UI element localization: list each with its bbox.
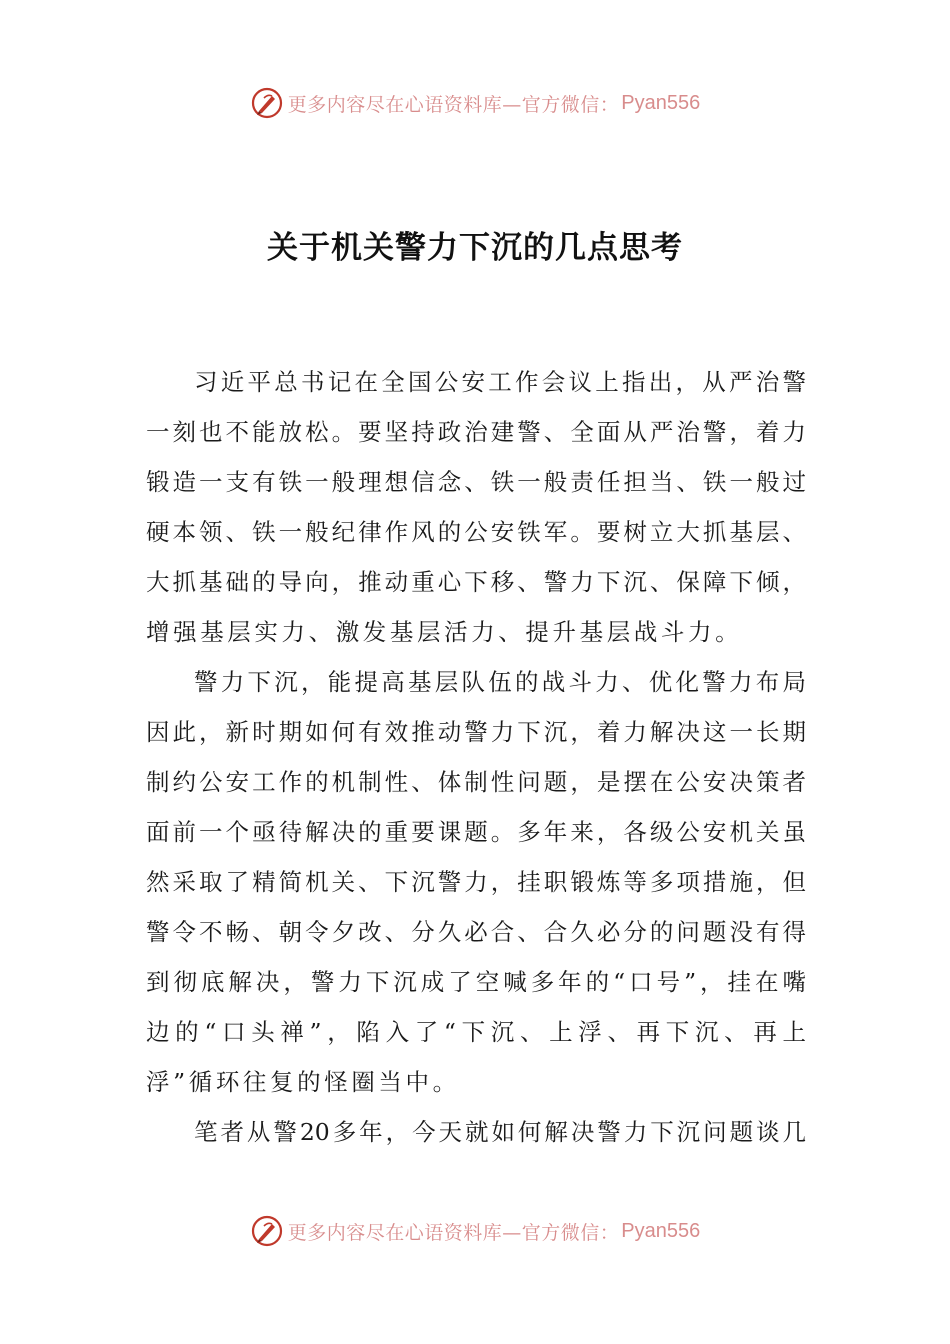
text-line: 面前一个亟待解决的重要课题。多年来，各级公安机关虽 bbox=[146, 818, 806, 846]
document-title: 关于机关警力下沉的几点思考 bbox=[267, 230, 683, 266]
text-line: 习近平总书记在全国公安工作会议上指出，从严治警 bbox=[194, 368, 806, 396]
text-line: 浮”循环往复的怪圈当中。 bbox=[146, 1068, 460, 1096]
document-body bbox=[146, 357, 806, 1157]
text-line: 然采取了精简机关、下沉警力，挂职锻炼等多项措施，但 bbox=[146, 868, 806, 896]
watermark-wechat-id: Pyan556 bbox=[621, 91, 701, 114]
text-line: 硬本领、铁一般纪律作风的公安铁军。要树立大抓基层、 bbox=[146, 518, 806, 546]
pen-logo-icon bbox=[250, 86, 284, 120]
text-line: 增强基层实力、激发基层活力、提升基层战斗力。 bbox=[146, 618, 743, 646]
text-line: 大抓基础的导向，推动重心下移、警力下沉、保障下倾， bbox=[146, 568, 806, 596]
text-line: 到彻底解决，警力下沉成了空喊多年的“口号”，挂在嘴 bbox=[146, 968, 806, 996]
text-line: 一刻也不能放松。要坚持政治建警、全面从严治警，着力 bbox=[146, 418, 806, 446]
text-line: 笔者从警20多年，今天就如何解决警力下沉问题谈几 bbox=[194, 1118, 806, 1146]
text-line: 制约公安工作的机制性、体制性问题，是摆在公安决策者 bbox=[146, 768, 806, 796]
pen-logo-icon bbox=[250, 1214, 284, 1248]
text-line: 锻造一支有铁一般理想信念、铁一般责任担当、铁一般过 bbox=[146, 468, 806, 496]
watermark-text: 更多内容尽在心语资料库—官方微信： bbox=[287, 93, 620, 116]
watermark-text: 更多内容尽在心语资料库—官方微信： bbox=[287, 1221, 620, 1244]
watermark-footer bbox=[0, 1211, 950, 1251]
text-line: 边的“口头禅”，陷入了“下沉、上浮、再下沉、再上 bbox=[146, 1018, 806, 1046]
text-line: 警力下沉，能提高基层队伍的战斗力、优化警力布局 bbox=[194, 668, 806, 696]
watermark-header bbox=[0, 83, 950, 123]
text-line: 因此，新时期如何有效推动警力下沉，着力解决这一长期 bbox=[146, 718, 806, 746]
text-line: 警令不畅、朝令夕改、分久必合、合久必分的问题没有得 bbox=[146, 918, 806, 946]
watermark-wechat-id: Pyan556 bbox=[621, 1219, 701, 1242]
